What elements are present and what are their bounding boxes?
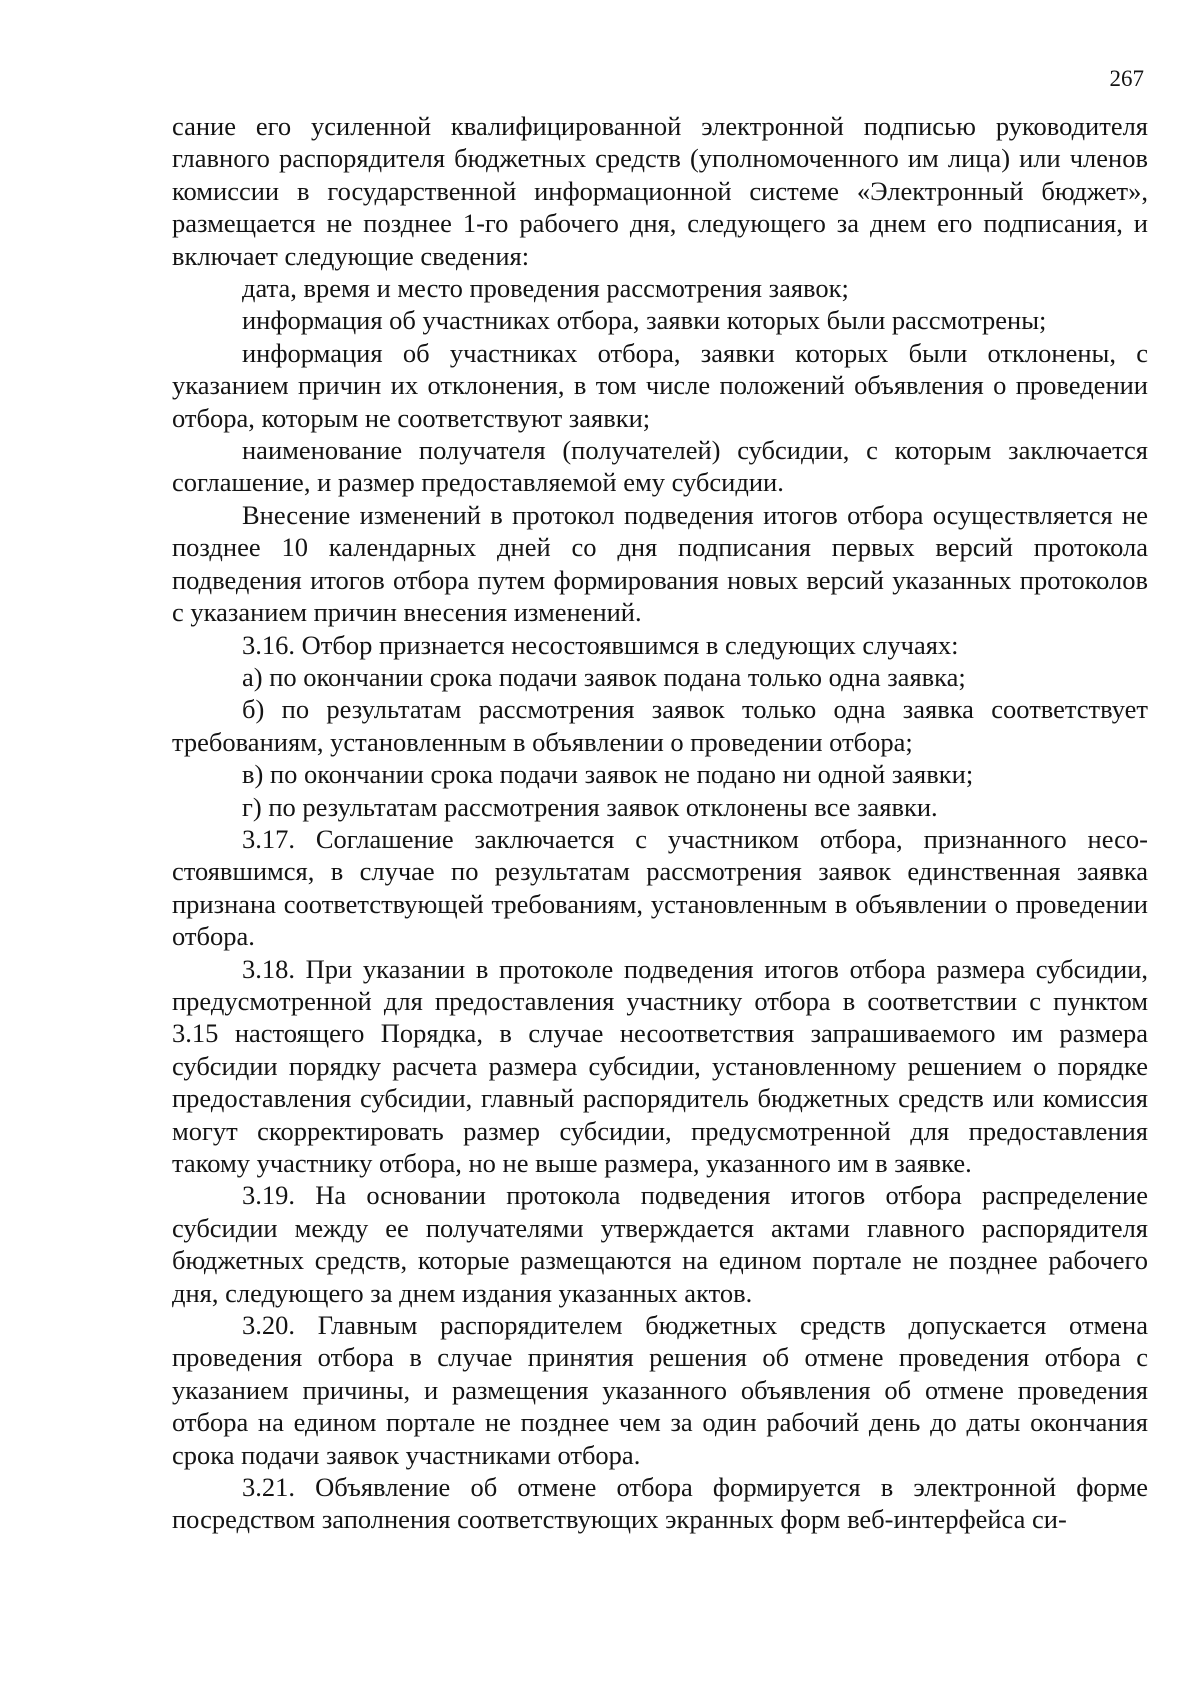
list-item-date-time-place: дата, время и место проведения рассмотрения заявок; [242, 273, 849, 304]
clause-3-16-a: а) по окончании срока подачи заявок подана только одна заявка; [242, 661, 966, 692]
clause-3-18: 3.18. При указании в протоколе подведения итогов отбора размера субсидии, предусмотренной для предоставления участнику отбора в соответствии с пунктом 3.15 настоящего Порядка, в случае несоответствия запрашиваемого им размера субсидии порядку расчета размера субсидии, установленному решением о порядке предоставления субсидии, главный распорядитель бюджетных средств или комиссия могут скорректировать размер субсидии, предусмотренной для предоставления такому участнику отбора, но не выше размера, указанного им в заявке. [172, 953, 1148, 1178]
clause-3-19: 3.19. На основании протокола подведения итогов отбора распределение субсидии между ее получателями утверждается актами главного распорядителя бюджетных средств, которые размещаются на едином портале не позднее рабочего дня, следующего за днем издания указанных актов. [172, 1180, 1148, 1308]
paragraph-continuation: сание его усиленной квалифицированной электронной подписью руководителя главного распорядителя бюджетных средств (уполномоченного им лица) или членов комиссии в государственной информационной системе «Электронный бюджет», размещается не позднее 1-го рабочего дня, следующего за днем его подписания, и включает следующие сведения: [172, 111, 1148, 271]
clause-3-21: 3.21. Объявление об отмене отбора формируется в электронной форме посредством заполнения соответствующих экранных форм веб-интерфейса си- [172, 1472, 1148, 1535]
document-body [172, 110, 1148, 1536]
clause-3-17: 3.17. Соглашение заключается с участником отбора, признанного несостоявшимся, в случае по результатам рассмотрения заявок единственная заявка признана соответствующей требованиям, установленным в объявлении о проведении отбора. [172, 823, 1148, 952]
clause-3-16-b: б) по результатам рассмотрения заявок только одна заявка соответствует требованиям, установленным в объявлении о проведении отбора; [172, 694, 1148, 757]
clause-3-20: 3.20. Главным распорядителем бюджетных средств допускается отмена проведения отбора в случае принятия решения об отмене проведения отбора с указанием причины, и размещения указанного объявления об отмене проведения отбора на едином портале не позднее чем за один рабочий день до даты окончания срока подачи заявок участниками отбора. [172, 1310, 1148, 1470]
page-number: 267 [1109, 66, 1144, 91]
list-item-reviewed-participants: информация об участниках отбора, заявки которых были рассмотрены; [242, 305, 1047, 336]
clause-3-16-v: в) по окончании срока подачи заявок не подано ни одной заявки; [242, 759, 974, 790]
list-item-recipient-name: наименование получателя (получателей) субсидии, с которым заключается соглашение, и размер предоставляемой ему субсидии. [172, 435, 1148, 498]
clause-3-16: 3.16. Отбор признается несостоявшимся в следующих случаях: [242, 629, 959, 660]
list-item-rejected-participants: информация об участниках отбора, заявки которых были отклонены, с указанием причин их отклонения, в том числе положений объявления о проведении отбора, которым не соответствуют заявки; [172, 337, 1148, 433]
clause-3-16-g: г) по результатам рассмотрения заявок отклонены все заявки. [242, 791, 938, 822]
paragraph-protocol-changes: Внесение изменений в протокол подведения итогов отбора осуществляется не позднее 10 календарных дней со дня подписания первых версий протокола подведения итогов отбора путем формирования новых версий указанных протоколов с указанием причин внесения изменений. [172, 499, 1148, 628]
